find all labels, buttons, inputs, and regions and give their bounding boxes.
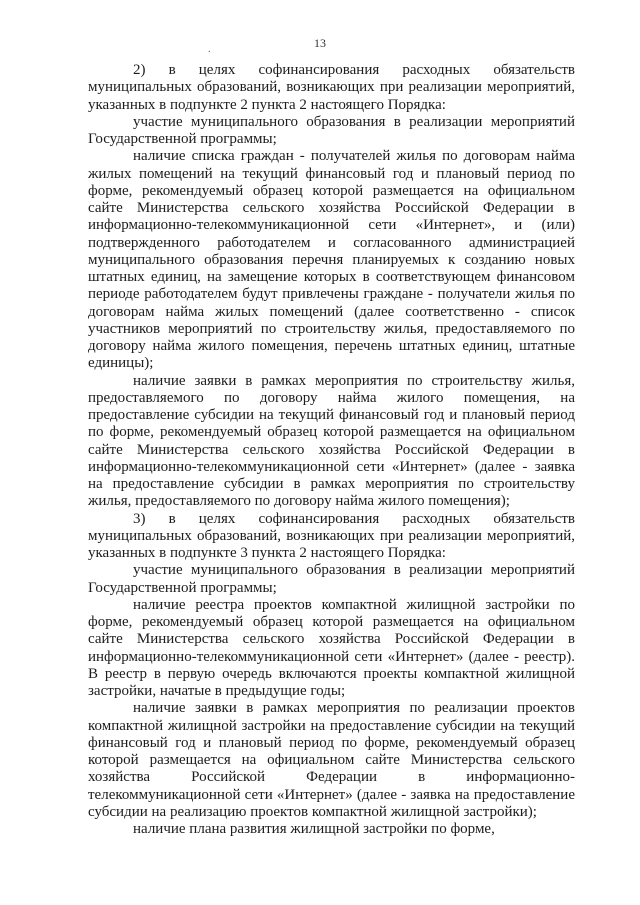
paragraph-participation-2: участие муниципального образования в реализации мероприятий Государственной программы; (88, 562, 575, 596)
document-body (88, 62, 575, 838)
paragraph-item-2: 2) в целях софинансирования расходных обязательств муниципальных образований, возникающих при реализации мероприятий, указанных в подпункте 2 пункта 2 настоящего Порядка: (88, 62, 575, 113)
paragraph-participation-1: участие муниципального образования в реализации мероприятий Государственной программы; (88, 113, 575, 147)
paragraph-compact-application: наличие заявки в рамках мероприятия по реализации проектов компактной жилищной застройки на предоставление субсидии на текущий финансовый год и плановый период по форме, рекомендуемый образец которой размещается на официальном сайте Министерства сельского хозяйства Российской Федерации в информационно-телекоммуникационной сети «Интернет» (далее - заявка на предоставление субсидии на реализацию проектов компактной жилищной застройки); (88, 700, 575, 820)
page-number: 13 (314, 36, 326, 50)
scan-dot: . (208, 44, 211, 55)
paragraph-registry: наличие реестра проектов компактной жилищной застройки по форме, рекомендуемый образец которой размещается на официальном сайте Министерства сельского хозяйства Российской Федерации в информационно-телекоммуникационной сети «Интернет» (далее - реестр). В реестр в первую очередь включаются проекты компактной жилищной застройки, начатые в предыдущие годы; (88, 596, 575, 699)
paragraph-item-3: 3) в целях софинансирования расходных обязательств муниципальных образований, возникающих при реализации мероприятий, указанных в подпункте 3 пункта 2 настоящего Порядка: (88, 510, 575, 561)
paragraph-citizens-list: наличие списка граждан - получателей жилья по договорам найма жилых помещений на текущий финансовый год и плановый период по форме, рекомендуемый образец которой размещается на официальном сайте Министерства сельского хозяйства Российской Федерации в информационно-телекоммуникационной сети «Интернет», и (или) подтвержденного работодателем и согласованного администрацией муниципального образования перечня планируемых к созданию новых штатных единиц, на замещение которых в соответствующем финансовом периоде работодателем будут привлечены граждане - получатели жилья по договорам найма жилых помещений (далее соответственно - список участников мероприятий по строительству жилья, предоставляемого по договору найма жилого помещения, перечень штатных единиц, штатные единицы); (88, 148, 575, 372)
paragraph-development-plan: наличие плана развития жилищной застройки по форме, (133, 821, 495, 837)
paragraph-housing-application: наличие заявки в рамках мероприятия по строительству жилья, предоставляемого по договору найма жилого помещения, на предоставление субсидии на текущий финансовый год и плановый период по форме, рекомендуемый образец которой размещается на официальном сайте Министерства сельского хозяйства Российской Федерации в информационно-телекоммуникационной сети «Интернет» (далее - заявка на предоставление субсидии в рамках мероприятия по строительству жилья, предоставляемого по договору найма жилого помещения); (88, 372, 575, 510)
